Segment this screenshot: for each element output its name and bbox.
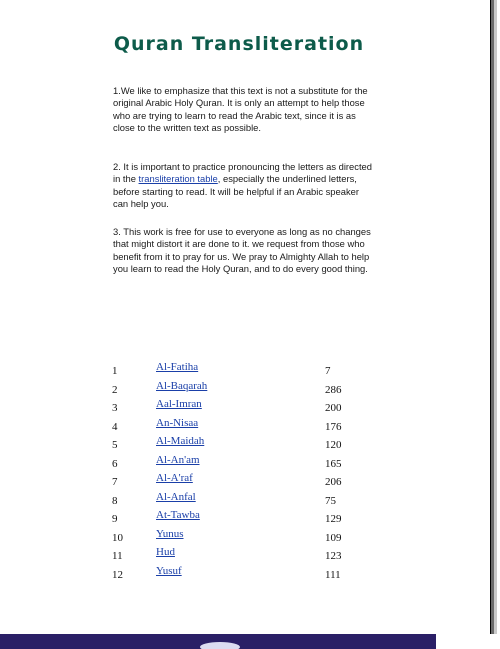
surah-row [112,473,392,491]
surah-link[interactable]: Yunus [156,527,184,540]
surah-row [112,418,392,436]
surah-number: 2 [112,383,118,396]
note-1: 1.We like to emphasize that this text is not a substitute for the original Arabic Holy Quran. It is only an attempt to help those who are trying to learn to read the Arabic text, since it is as close to the written text as possible. [113,85,368,133]
verse-count: 200 [325,402,342,414]
surah-number: 6 [112,457,118,470]
surah-number: 9 [112,513,118,525]
surah-row [112,529,392,547]
note-2-text-start: 2. It is important to practice pronouncing the letters as directed in the [113,161,372,185]
surah-link[interactable]: At-Tawba [156,509,200,521]
surah-number: 8 [112,494,118,507]
verse-count: 120 [325,439,342,451]
surah-row [112,455,392,473]
note-2-text-end: , especially the underlined letters, before starting to read. It will be helpful if an Arabic speaker can help you. [113,173,359,209]
surah-row [112,510,392,528]
verse-count: 176 [325,420,342,433]
surah-row [112,547,392,565]
verse-count: 75 [325,494,336,507]
surah-number: 12 [112,568,123,581]
transliteration-table-link[interactable]: transliteration table [138,173,218,185]
verse-count: 109 [325,531,342,544]
verse-count: 286 [325,383,342,396]
surah-link[interactable]: Al-Anfal [156,490,196,503]
page-title: Quran Transliteration [113,33,365,55]
surah-row [112,492,392,510]
surah-number: 3 [112,402,118,414]
surah-link[interactable]: An-Nisaa [156,416,199,429]
surah-row [112,399,392,417]
surah-number: 7 [112,476,118,488]
surah-row [112,362,392,380]
surah-link[interactable]: Hud [156,546,175,558]
verse-count: 129 [325,513,342,525]
surah-number: 4 [112,420,118,433]
verse-count: 165 [325,457,342,470]
surah-link[interactable]: Al-Baqarah [156,379,208,392]
bottom-bar-highlight [200,642,240,649]
bottom-bar [0,634,436,649]
verse-count: 7 [325,365,331,377]
surah-row [112,566,392,584]
surah-link[interactable]: Al-An'am [156,453,200,466]
surah-link[interactable]: Al-Maidah [156,435,205,447]
surah-row [112,436,392,454]
note-3: 3. This work is free for use to everyone as long as no changes that might distort it are done to it. we request from those who benefit from it to pray for us. We pray to Almighty Allah to help you learn to read the Holy Quran, and to do every good thing. [113,226,371,274]
surah-number: 11 [112,550,123,562]
surah-number: 10 [112,531,123,544]
verse-count: 206 [325,476,342,488]
surah-number: 5 [112,439,118,451]
surah-row [112,381,392,399]
surah-link[interactable]: Yusuf [156,564,182,577]
surah-link[interactable]: Al-A'raf [156,472,193,484]
surah-link[interactable]: Al-Fatiha [156,361,199,373]
verse-count: 111 [325,568,341,581]
note-2 [113,161,375,210]
surah-link[interactable]: Aal-Imran [156,398,202,410]
verse-count: 123 [325,550,342,562]
surah-number: 1 [112,365,118,377]
